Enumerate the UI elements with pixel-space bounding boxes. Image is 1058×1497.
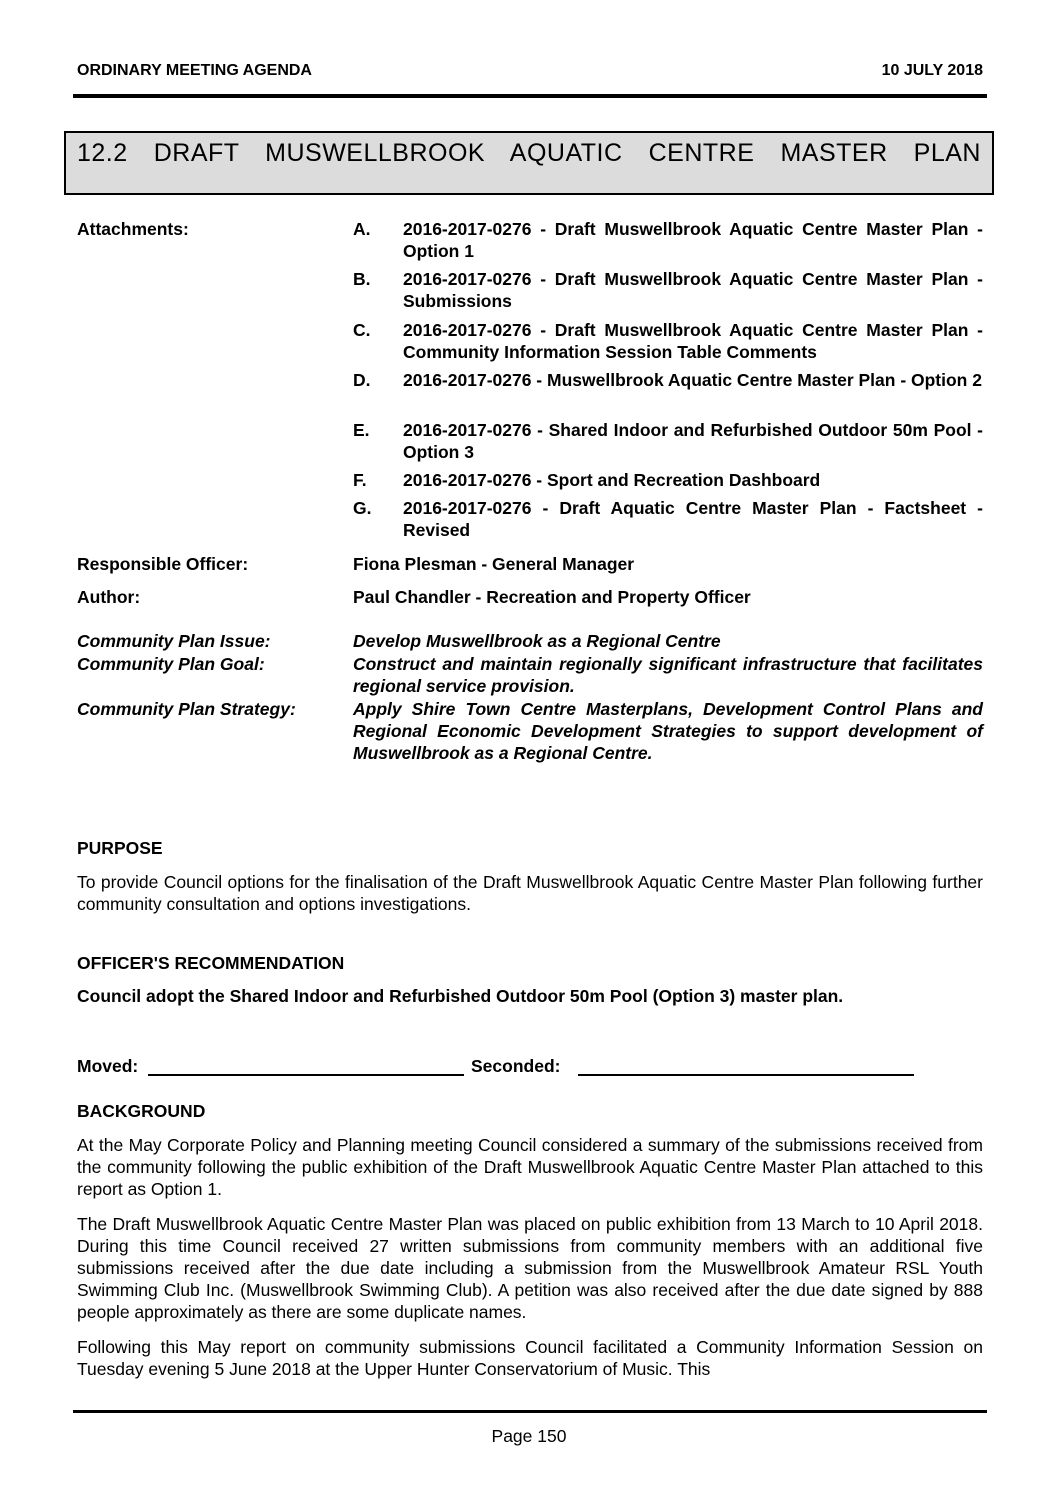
purpose-heading: PURPOSE [77,838,163,858]
community-plan-strategy-label: Community Plan Strategy: [77,699,296,719]
community-plan-issue: Develop Muswellbrook as a Regional Centre [353,631,721,651]
background-paragraph: At the May Corporate Policy and Planning meeting Council considered a summary of the submissions received from the community following the public exhibition of the Draft Muswellbrook Aquatic Centre Master Plan attached to this report as Option 1. [77,1135,983,1199]
responsible-officer-value: Fiona Plesman - General Manager [353,554,635,574]
attachment-text: 2016-2017-0276 - Shared Indoor and Refurbished Outdoor 50m Pool - Option 3 [403,420,983,462]
attachment-key: D. [353,370,371,390]
moved-label: Moved: [77,1056,139,1076]
moved-signature-line[interactable] [148,1074,464,1076]
attachments-label: Attachments: [77,219,189,239]
background-heading: BACKGROUND [77,1101,206,1121]
community-plan-goal: Construct and maintain regionally significant infrastructure that facilitates regional service provision. [353,654,983,696]
purpose-text: To provide Council options for the finalisation of the Draft Muswellbrook Aquatic Centre Master Plan following further community consultation and options investigations. [77,872,983,914]
author-label: Author: [77,587,141,607]
attachment-key: B. [353,269,371,289]
attachment-text: 2016-2017-0276 - Sport and Recreation Dashboard [403,470,821,490]
header-title: ORDINARY MEETING AGENDA [77,62,312,79]
attachment-text: 2016-2017-0276 - Muswellbrook Aquatic Centre Master Plan - Option 2 [403,370,982,390]
community-plan-strategy: Apply Shire Town Centre Masterplans, Development Control Plans and Regional Economic Development Strategies to support development of Muswellbrook as a Regional Centre. [353,699,983,763]
responsible-officer-label: Responsible Officer: [77,554,249,574]
seconded-signature-line[interactable] [578,1074,914,1076]
page-number: Page 150 [491,1426,567,1446]
attachment-key: A. [353,219,371,239]
community-plan-issue-label: Community Plan Issue: [77,631,271,651]
attachment-key: G. [353,498,372,518]
item-title-box [64,131,994,195]
footer-rule [73,1410,987,1413]
attachment-text: 2016-2017-0276 - Draft Aquatic Centre Master Plan - Factsheet - Revised [403,498,983,540]
author-value: Paul Chandler - Recreation and Property Officer [353,587,751,607]
recommendation-heading: OFFICER'S RECOMMENDATION [77,953,345,973]
attachment-key: C. [353,320,371,340]
attachment-text: 2016-2017-0276 - Draft Muswellbrook Aquatic Centre Master Plan - Submissions [403,269,983,311]
attachment-text: 2016-2017-0276 - Draft Muswellbrook Aquatic Centre Master Plan - Option 1 [403,219,983,261]
seconded-label: Seconded: [471,1056,561,1076]
header-rule [73,94,987,98]
item-title: 12.2 DRAFT MUSWELLBROOK AQUATIC CENTRE MASTER PLAN [77,139,981,167]
background-paragraph: The Draft Muswellbrook Aquatic Centre Master Plan was placed on public exhibition from 13 March to 10 April 2018. During this time Council received 27 written submissions from community members with an additional five submissions received after the due date including a submission from the Muswellbrook Amateur RSL Youth Swimming Club Inc. (Muswellbrook Swimming Club). A petition was also received after the due date signed by 888 people approximately as there are some duplicate names. [77,1214,983,1322]
background-paragraph: Following this May report on community submissions Council facilitated a Community Information Session on Tuesday evening 5 June 2018 at the Upper Hunter Conservatorium of Music. This [77,1337,983,1379]
attachment-key: E. [353,420,370,440]
attachment-text: 2016-2017-0276 - Draft Muswellbrook Aquatic Centre Master Plan - Community Information Session Table Comments [403,320,983,362]
attachment-key: F. [353,470,367,490]
header-date: 10 JULY 2018 [881,62,983,79]
recommendation-text: Council adopt the Shared Indoor and Refurbished Outdoor 50m Pool (Option 3) master plan. [77,986,844,1006]
community-plan-goal-label: Community Plan Goal: [77,654,265,674]
